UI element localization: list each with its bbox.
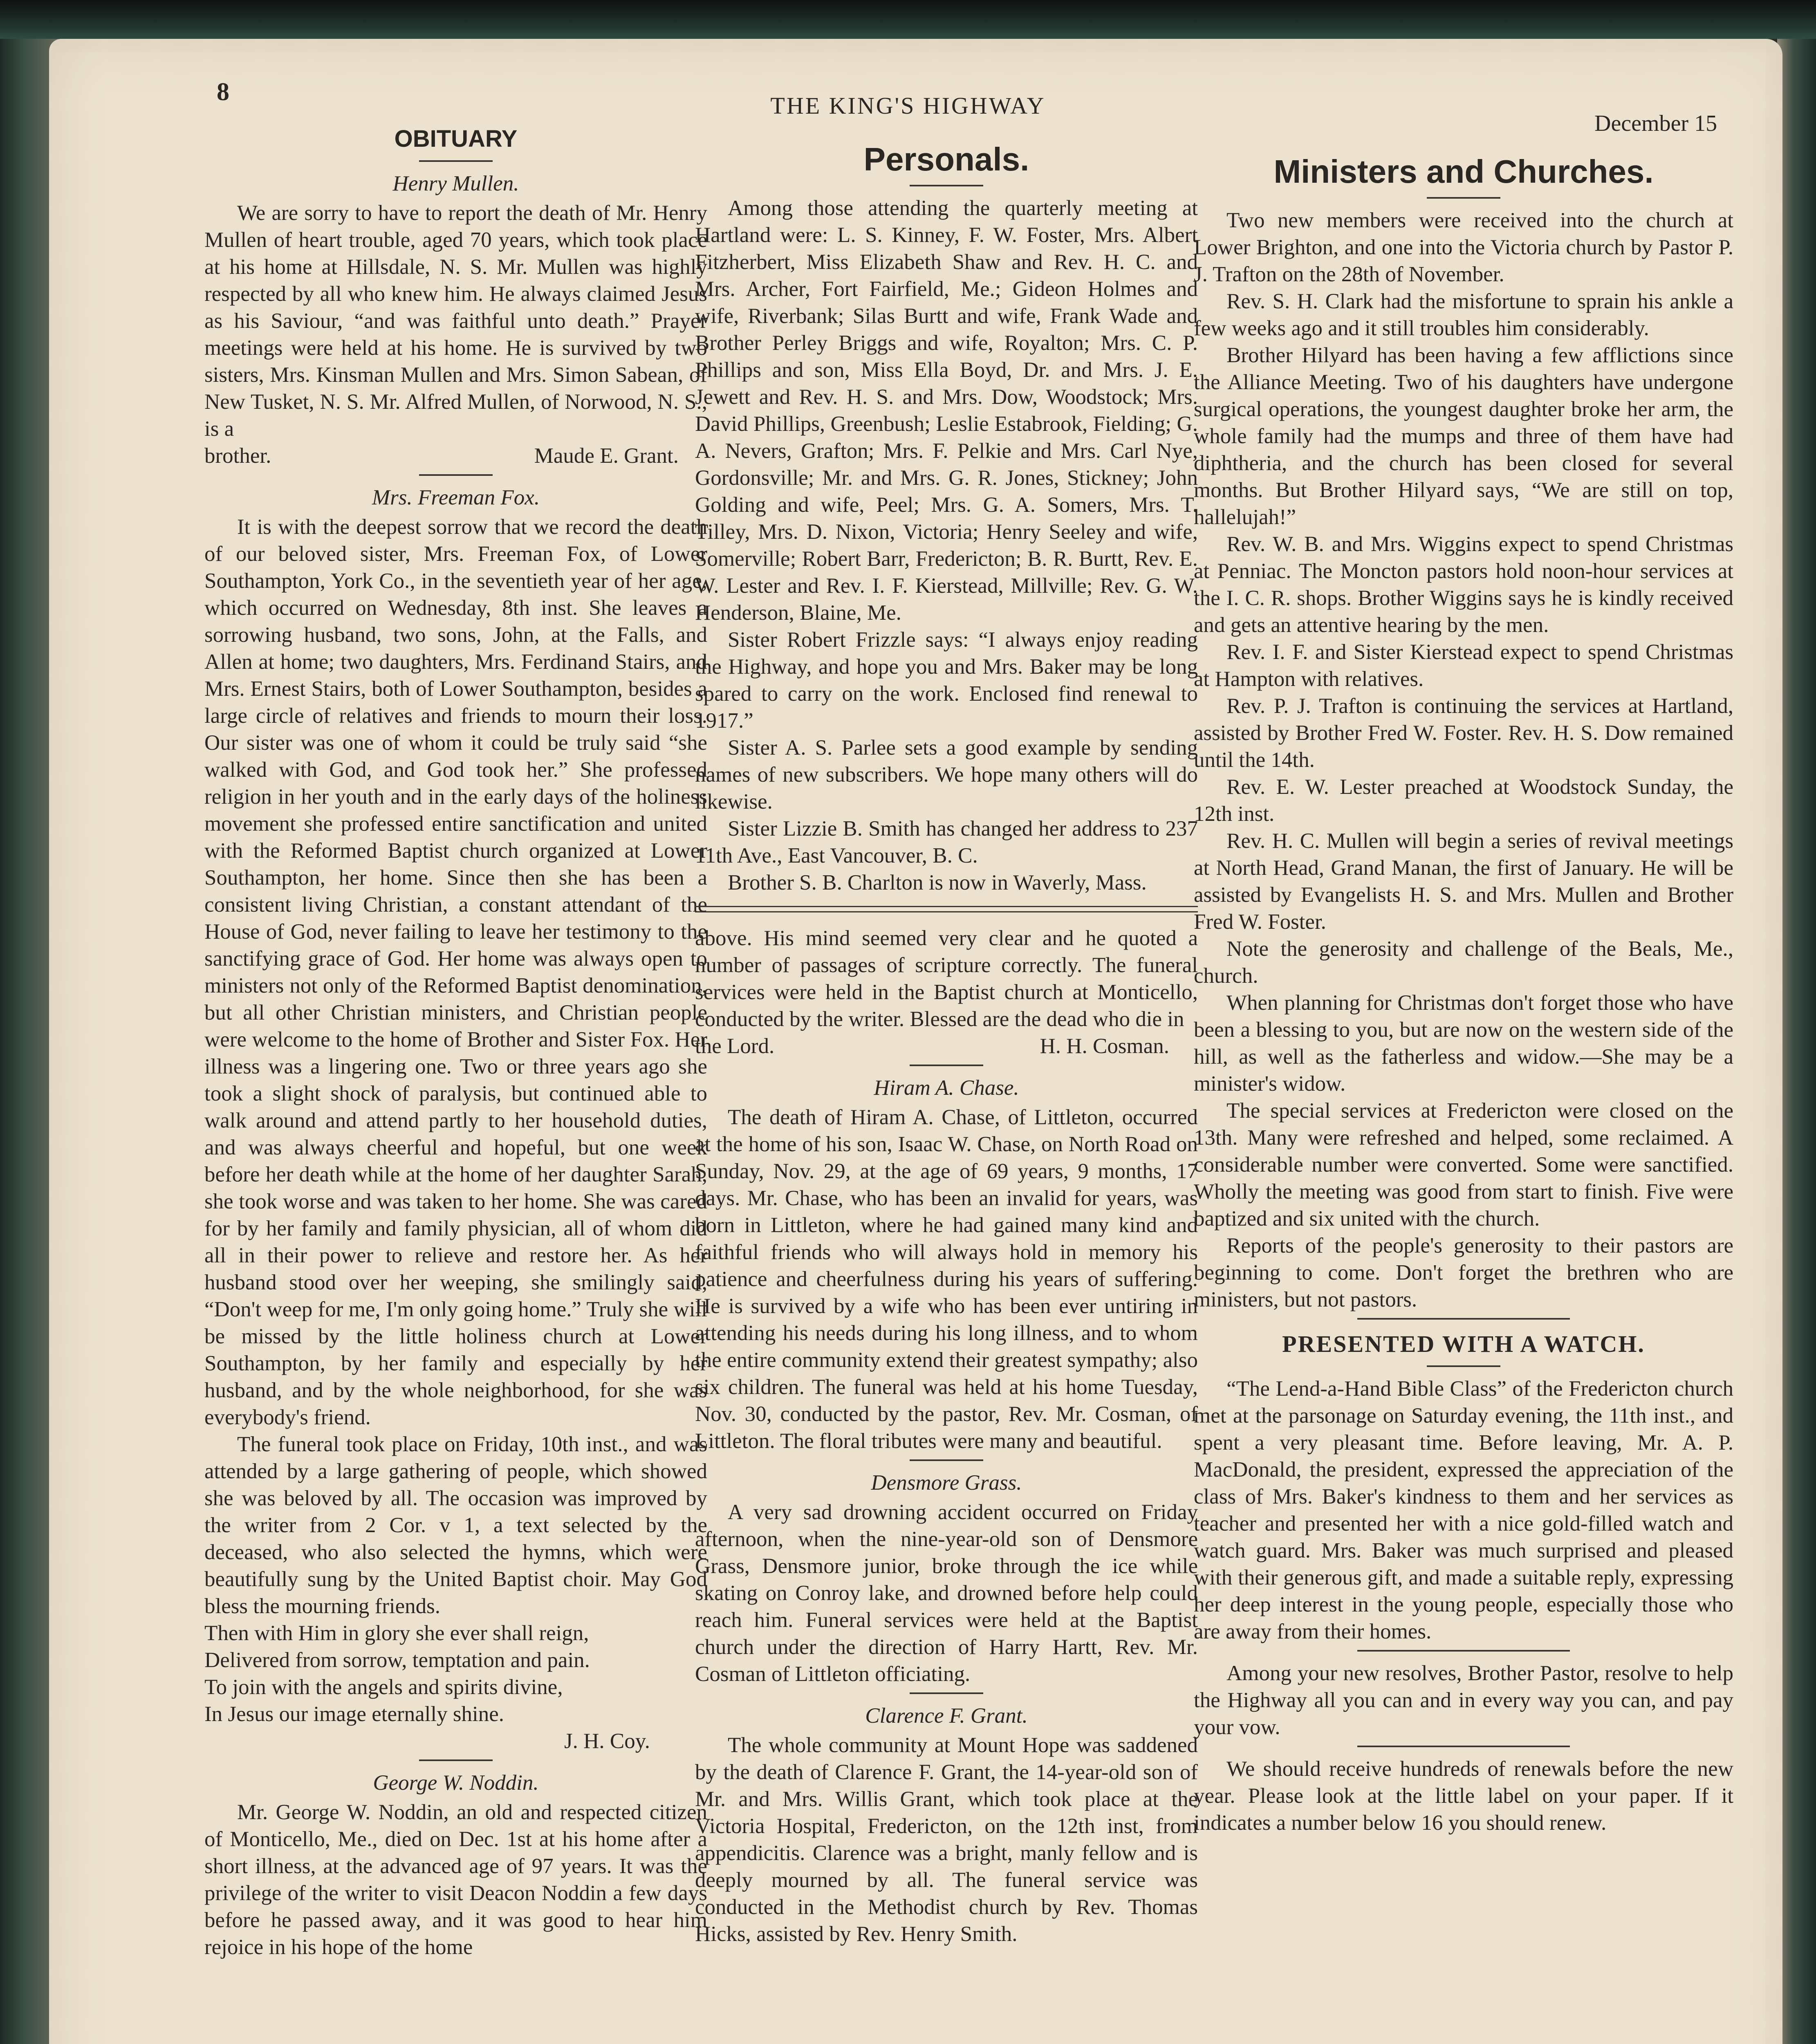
ministers-item: Rev. S. H. Clark had the misfortune to sprain his ankle a few weeks ago and it still troubles him considerably. — [1194, 289, 1733, 340]
verse-line: Delivered from sorrow, temptation and pain. — [204, 1648, 590, 1672]
ministers-item: Two new members were received into the church at Lower Brighton, and one into the Victoria church by Pastor P. J. Trafton on the 28th of November. — [1194, 208, 1733, 286]
personals-attendees: Among those attending the quarterly meeting at Hartland were: L. S. Kinney, F. W. Foster, Mrs. Albert Fitzherbert, Miss Elizabeth Shaw and Rev. H. C. and Mrs. Archer, Fort Fairfield, Me.; Gideon Holmes and wife, Riverbank; Silas Burtt and wife, Frank Wade and Brother Perley Briggs and wife, Royalton; Mrs. C. P. Phillips and son, Miss Ella Boyd, Dr. and Mrs. J. E. Jewett and Rev. H. S. and Mrs. Dow, Woodstock; Mrs. David Phillips, Greenbush; Leslie Estabrook, Fielding; G. A. Nevers, Grafton; Mrs. F. Pelkie and Mrs. Carl Nye, Gordonsville; Mr. and Mrs. G. R. Jones, Stickney; John Golding and wife, Peel; Mrs. G. A. Somers, Mrs. T. Tilley, Mrs. D. Nixon, Victoria; Henry Seeley and wife, Somerville; Robert Barr, Fredericton; B. R. Burtt, Rev. E. W. Lester and Rev. I. F. Kierstead, Millville; Rev. G. W. Henderson, Blaine, Me. — [695, 196, 1198, 625]
heading-rule — [1427, 197, 1500, 199]
obituary-last-word: brother. — [204, 444, 271, 468]
verse-line: To join with the angels and spirits divine, — [204, 1675, 563, 1699]
personals-item: Brother S. B. Charlton is now in Waverly, Mass. — [728, 871, 1147, 894]
heading-rule — [910, 185, 983, 186]
memorial-verse — [204, 1620, 707, 1728]
obituary-text-noddin: Mr. George W. Noddin, an old and respected citizen of Monticello, Me., died on Dec. 1st at his home after a short illness, at the advanced age of 97 years. It was the privilege of the writer to visit Deacon Noddin a few days before he passed away, and it was good to hear him rejoice in his hope of the home — [204, 1800, 707, 1959]
column-personals — [695, 139, 1198, 1948]
obituary-name-chase: Hiram A. Chase. — [874, 1076, 1019, 1100]
section-double-rule — [695, 906, 1198, 912]
ministers-heading: Ministers and Churches. — [1273, 153, 1654, 190]
section-rule — [419, 474, 493, 476]
obituary-text-grass: A very sad drowning accident occurred on Friday afternoon, when the nine-year-old son of Densmore Grass, Densmore junior, broke through the ice while skating on Conroy lake, and drowned before help could reach him. Funeral services were held at the Baptist church under the direction of Harry Hartt, Rev. Mr. Cosman of Littleton officiating. — [695, 1500, 1198, 1686]
section-rule — [419, 1759, 493, 1761]
section-rule — [1357, 1650, 1570, 1652]
column-ministers — [1194, 151, 1733, 1836]
ministers-item: Brother Hilyard has been having a few afflictions since the Alliance Meeting. Two of his daughters have undergone surgical operations, the youngest daughter broke her arm, the whole family had the mumps and three of them have had diphtheria, and the church has been closed for several months. But Brother Hilyard says, “We are still on top, hallelujah!” — [1194, 343, 1733, 529]
verse-line: Then with Him in glory she ever shall reign, — [204, 1621, 589, 1645]
section-rule — [1357, 1318, 1570, 1320]
personals-item: Sister Lizzie B. Smith has changed her address to 237 11th Ave., East Vancouver, B. C. — [695, 817, 1198, 867]
section-rule — [910, 1692, 983, 1694]
ministers-item: Note the generosity and challenge of the Beals, Me., church. — [1194, 937, 1733, 988]
column-obituary — [204, 123, 707, 1961]
obituary-name-grass: Densmore Grass. — [871, 1471, 1022, 1495]
ministers-item: Rev. H. C. Mullen will begin a series of revival meetings at North Head, Grand Manan, the first of January. He will be assisted by Evangelists H. S. and Mrs. Mullen and Brother Fred W. Foster. — [1194, 829, 1733, 934]
section-rule — [910, 1065, 983, 1066]
obituary-text-grant: The whole community at Mount Hope was saddened by the death of Clarence F. Grant, the 14-year-old son of Mr. and Mrs. Willis Grant, which took place at the Victoria Hospital, Fredericton, on the 12th inst, from appendicitis. Clarence was a bright, manly fellow and is deeply mourned by all. The funeral service was conducted in the Methodist church by Rev. Thomas Hicks, assisted by Rev. Henry Smith. — [695, 1733, 1198, 1946]
ministers-item: Rev. E. W. Lester preached at Woodstock Sunday, the 12th inst. — [1194, 775, 1733, 826]
ministers-item: When planning for Christmas don't forget those who have been a blessing to you, but are now on the western side of the hill, as well as the fatherless and widow.—She may be a minister's widow. — [1194, 991, 1733, 1096]
obituary-text-fox: It is with the deepest sorrow that we record the death of our beloved sister, Mrs. Freeman Fox, of Lower Southampton, York Co., in the seventieth year of her age, which occurred on Wednesday, 8th inst. She leaves a sorrowing husband, two sons, John, at the Falls, and Allen at home; two daughters, Mrs. Ferdinand Stairs, and Mrs. Ernest Stairs, both of Lower Southampton, besides a large circle of relatives and friends to mourn their loss. Our sister was one of whom it could be truly said “she walked with God, and God took her.” She professed religion in her youth and in the early days of the holiness movement she professed entire sanctification and united with the Reformed Baptist church organized at Lower Southampton, her home. Since then she has been a consistent living Christian, a constant attendant of the House of God, never failing to leave her testimony to the sanctifying grace of God. Her home was always open to ministers not only of the Reformed Baptist denomination, but all other Christian ministers, and Christian people were welcome to the home of Brother and Sister Fox. Her illness was a lingering one. Two or three years ago she took a slight shock of paralysis, but continued able to walk around and attend partly to her household duties, and was always cheerful and hopeful, but one week before her death while at the home of her daughter Sarah, she took worse and was taken to her home. She was cared for by her family and family physician, all of whom did all in their power to relieve and restore her. As her husband stood over her weeping, she smilingly said, “Don't weep for me, I'm only going home.” Truly she will be missed by the little holiness church at Lower Southampton, by her family and especially by her husband, and by the whole neighborhood, for she was everybody's friend. — [204, 515, 707, 1429]
obituary-last-words: the Lord. — [695, 1034, 775, 1058]
book-binding-right — [1777, 39, 1816, 2044]
obituary-name-fox: Mrs. Freeman Fox. — [372, 486, 540, 509]
watch-text: “The Lend-a-Hand Bible Class” of the Fredericton church met at the parsonage on Saturday evening, the 11th inst., and spent a very pleasant time. Before leaving, Mr. A. P. MacDonald, the president, expressed the appreciation of the class of Mrs. Baker's kindness to them and her services as teacher and presented her with a nice gold-filled watch and watch guard. Mrs. Baker was much surprised and pleased with their generous gift, and made a suitable reply, expressing her deep interest in the young people, especially those who are away from their homes. — [1194, 1377, 1733, 1643]
obituary-signature-noddin: H. H. Cosman. — [1040, 1034, 1169, 1058]
obituary-text-mullen: We are sorry to have to report the death of Mr. Henry Mullen of heart trouble, aged 70 years, which took place at his home at Hillsdale, N. S. Mr. Mullen was highly respected by all who knew him. He always claimed Jesus as his Saviour, “and was faithful unto death.” Prayer meetings were held at his home. He is survived by two sisters, Mrs. Kinsman Mullen and Mrs. Simon Sabean, of New Tusket, N. S. Mr. Alfred Mullen, of Norwood, N. S., is a — [204, 201, 707, 441]
obituary-signature-fox: J. H. Coy. — [564, 1729, 650, 1753]
issue-date: December 15 — [1594, 111, 1717, 136]
section-rule — [1357, 1746, 1570, 1747]
obituary-text-fox-funeral: The funeral took place on Friday, 10th inst., and was attended by a large gathering of people, which showed she was beloved by all. The occasion was improved by the writer from 2 Cor. v 1, a text selected by the deceased, who also selected the hymns, which were beautifully sung by the United Baptist choir. May God bless the mourning friends. — [204, 1432, 707, 1618]
obituary-heading: OBITUARY — [394, 126, 518, 152]
heading-rule — [1427, 1365, 1500, 1367]
ministers-item: Rev. W. B. and Mrs. Wiggins expect to spend Christmas at Penniac. The Moncton pastors hold noon-hour services at the I. C. R. shops. Brother Wiggins says he is kindly received and gets an attentive hearing by the men. — [1194, 532, 1733, 637]
ministers-item: Reports of the people's generosity to their pastors are beginning to come. Don't forget the brethren who are ministers, but not pastors. — [1194, 1234, 1733, 1311]
personals-item: Sister Robert Frizzle says: “I always enjoy reading the Highway, and hope you and Mrs. Baker may be long spared to carry on the work. Enclosed find renewal to 1917.” — [695, 628, 1198, 733]
section-rule — [910, 1459, 983, 1461]
ministers-item: The special services at Fredericton were closed on the 13th. Many were refreshed and helped, some reclaimed. A considerable number were converted. Some were sanctified. Wholly the meeting was good from start to finish. Five were baptized and six united with the church. — [1194, 1099, 1733, 1230]
obituary-name-grant: Clarence F. Grant. — [865, 1704, 1028, 1728]
personals-item: Sister A. S. Parlee sets a good example by sending names of new subscribers. We hope many others will do likewise. — [695, 736, 1198, 814]
publication-title: THE KING'S HIGHWAY — [770, 92, 1046, 119]
signature-line — [204, 442, 707, 469]
obituary-text-chase: The death of Hiram A. Chase, of Littleton, occurred at the home of his son, Isaac W. Chase, on North Road on Sunday, Nov. 29, at the age of 69 years, 9 months, 17 days. Mr. Chase, who has been an invalid for years, was born in Littleton, where he had gained many kind and faithful friends who will always hold in memory his patience and cheerfulness during his years of suffering. He is survived by a wife who has been ever untiring in attending his needs during his long illness, and to whom the entire community extend their greatest sympathy; also six children. The funeral was held at his home Tuesday, Nov. 30, conducted by the pastor, Rev. Mr. Cosman, of Littleton. The floral tributes were many and beautiful. — [695, 1105, 1198, 1453]
book-binding-top — [0, 0, 1816, 39]
heading-rule — [419, 160, 493, 162]
ministers-item: Rev. P. J. Trafton is continuing the services at Hartland, assisted by Brother Fred W. Foster. Rev. H. S. Dow remained until the 14th. — [1194, 694, 1733, 772]
note-resolves: Among your new resolves, Brother Pastor, resolve to help the Highway all you can and in every way you can, and pay your vow. — [1194, 1661, 1733, 1739]
watch-heading: PRESENTED WITH A WATCH. — [1282, 1331, 1645, 1357]
signature-line — [695, 1033, 1198, 1060]
personals-heading: Personals. — [863, 141, 1029, 177]
note-renewals: We should receive hundreds of renewals before the new year. Please look at the little label on your paper. If it indicates a number below 16 you should renew. — [1194, 1757, 1733, 1835]
page-number: 8 — [217, 78, 229, 106]
verse-line: In Jesus our image eternally shine. — [204, 1702, 504, 1726]
obituary-name-mullen: Henry Mullen. — [392, 172, 519, 195]
ministers-item: Rev. I. F. and Sister Kierstead expect to spend Christmas at Hampton with relatives. — [1194, 640, 1733, 691]
obituary-name-noddin: George W. Noddin. — [373, 1771, 539, 1795]
obituary-signature-mullen: Maude E. Grant. — [534, 444, 679, 468]
obituary-text-noddin-continued: above. His mind seemed very clear and he quoted a number of passages of scripture correctly. The funeral services were held in the Baptist church at Monticello, conducted by the writer. Blessed are the dead who die in — [695, 926, 1198, 1031]
